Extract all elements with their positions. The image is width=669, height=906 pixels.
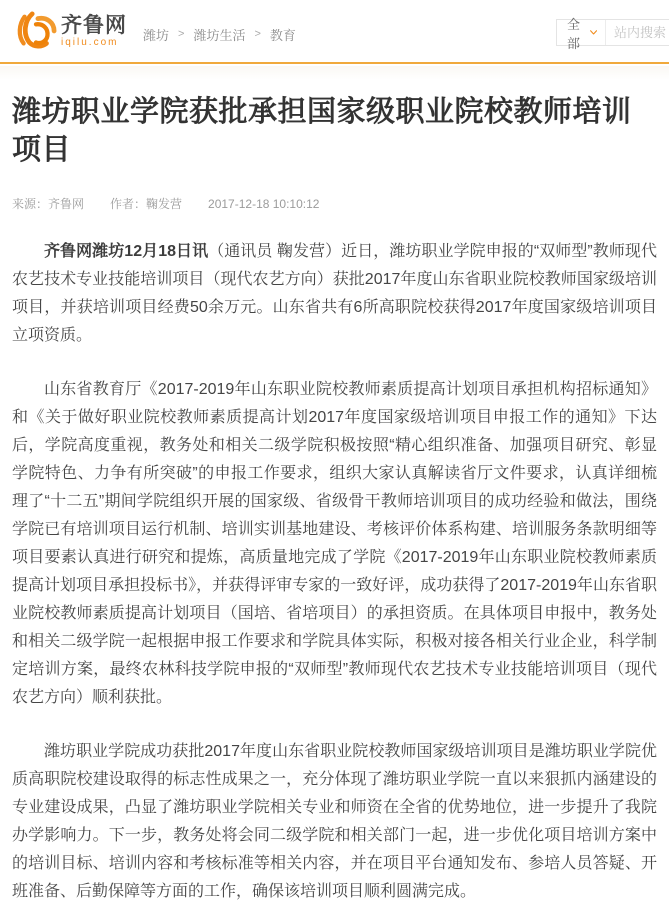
breadcrumb-separator: > [254, 28, 261, 40]
article-paragraph [12, 738, 657, 906]
logo-text-block [61, 15, 127, 48]
breadcrumb-separator: > [178, 28, 185, 40]
site-header [0, 0, 669, 64]
breadcrumb [143, 25, 296, 44]
article-title: 潍坊职业学院获批承担国家级职业院校教师培训项目 [12, 96, 632, 166]
breadcrumb-item-education[interactable]: 教育 [269, 27, 296, 43]
article-meta [12, 195, 657, 212]
article-paragraph [12, 238, 657, 350]
logo-domain: iqilu.com [61, 36, 119, 48]
qilu-swirl-icon [15, 11, 57, 51]
article-body [12, 238, 657, 906]
breadcrumb-item-weifang[interactable]: 潍坊 [143, 27, 170, 43]
search-category-dropdown[interactable] [557, 16, 606, 51]
paragraph-text: （通讯员 鞠发营）近日，潍坊职业学院申报的“双师型”教师现代农艺技术专业技能培训项目（现代农艺方向）获批2017年度山东省职业院校教师国家级培训项目，并获培训项目经费50余万元。山东省共有6所高职院校获得2017年度国家级培训项目立项资质。 [12, 243, 657, 345]
article-container [0, 94, 669, 906]
paragraph-lead: 齐鲁网潍坊12月18日讯 [44, 243, 209, 261]
search-input[interactable] [606, 20, 669, 45]
search-category-label: 全部 [567, 16, 581, 51]
article-datetime: 2017-12-18 10:10:12 [208, 196, 320, 211]
logo-text: 齐鲁网 [61, 13, 127, 37]
article-paragraph [12, 376, 657, 712]
site-search [556, 16, 669, 51]
breadcrumb-item-weifang-life[interactable]: 潍坊生活 [193, 27, 246, 43]
paragraph-text: 山东省教育厅《2017-2019年山东职业院校教师素质提高计划项目承担机构招标通知》和《关于做好职业院校教师素质提高计划2017年度国家级培训项目申报工作的通知》下达后，学院高度重视，教务处和相关二级学院积极按照“精心组织准备、加强项目研究、彰显学院特色、力争有所突破”的申报工作要求，组织大家认真解读省厅文件要求，认真详细梳理了“十二五”期间学院组织开展的国家级、省级骨干教师培训项目的成功经验和做法，围绕学院已有培训项目运行机制、培训实训基地建设、考核评价体系构建、培训服务条款明细等项目要素认真进行研究和提炼，高质量地完成了学院《2017-2019年山东职业院校教师素质提高计划项目承担投标书》，并获得评审专家的一致好评，成功获得了2017-2019年山东省职业院校教师素质提高计划项目（国培、省培项目）的承担资质。在具体项目申报中，教务处和相关二级学院一起根据申报工作要求和学院具体实际，积极对接各相关行业企业，科学制定培训方案，最终农林科技学院申报的“双师型”教师现代农艺技术专业技能培训项目（现代农艺方向）顺利获批。 [12, 381, 657, 707]
paragraph-text: 潍坊职业学院成功获批2017年度山东省职业院校教师国家级培训项目是潍坊职业学院优质高职院校建设取得的标志性成果之一，充分体现了潍坊职业学院一直以来狠抓内涵建设的专业建设成果，凸显了潍坊职业学院相关专业和师资在全省的优势地位，进一步提升了我院办学影响力。下一步，教务处将会同二级学院和相关部门一起，进一步优化项目培训方案中的培训目标、培训内容和考核标准等相关内容，并在项目平台通知发布、参培人员答疑、开班准备、后勤保障等方面的工作，确保该培训项目顺利圆满完成。 [12, 743, 657, 901]
article-source: 来源：齐鲁网 [12, 197, 85, 212]
chevron-down-icon [590, 29, 597, 36]
site-logo[interactable] [15, 11, 127, 51]
article-author: 作者：鞠发营 [110, 197, 183, 212]
